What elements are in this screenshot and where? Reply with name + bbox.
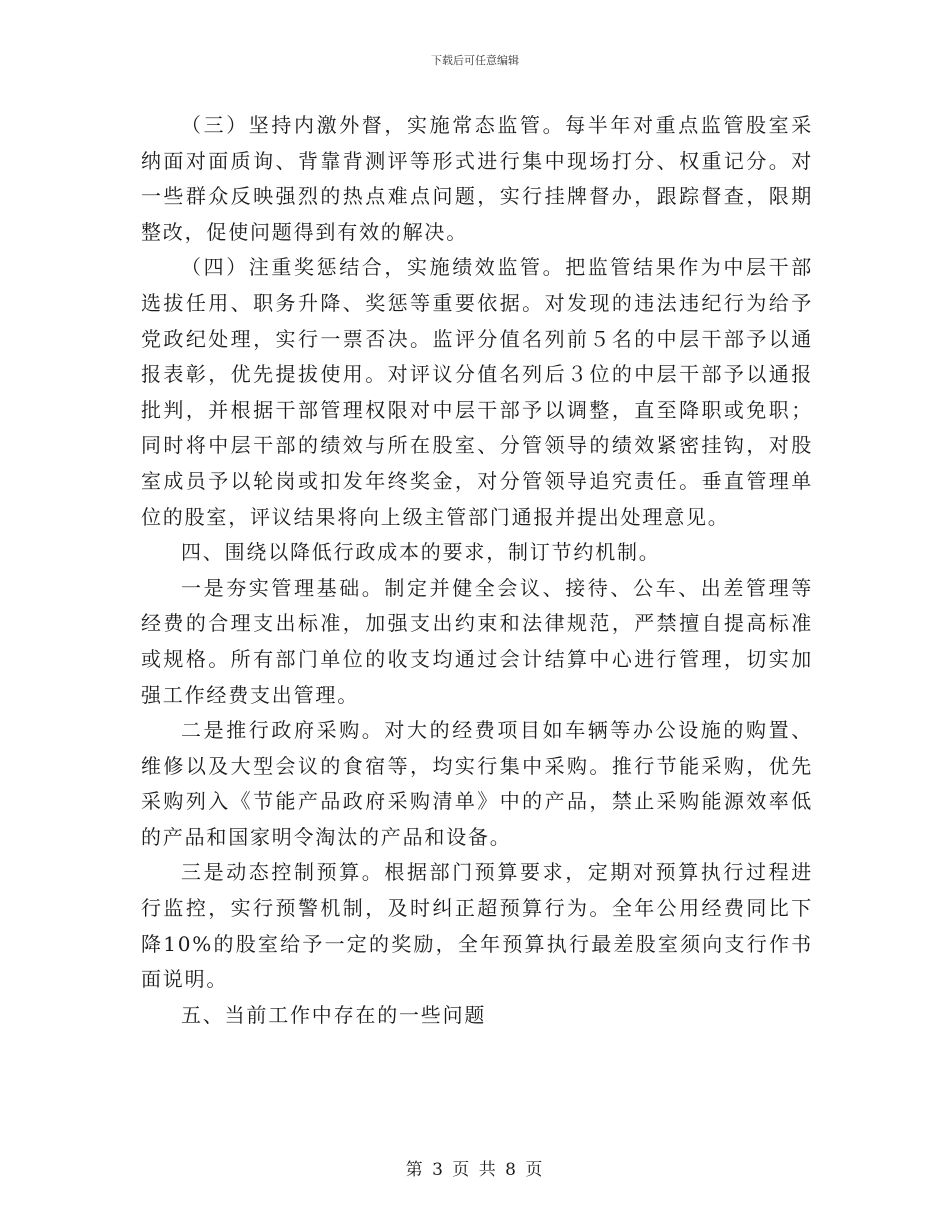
paragraph-supervision-4: （四）注重奖惩结合，实施绩效监管。把监管结果作为中层干部选拔任用、职务升降、奖惩等重要依据。对发现的违法违纪行为给予党政纪处理，实行一票否决。监评分值名列前５名的中层干部予以通报表彰，优先提拔使用。对评议分值名列后３位的中层干部予以通报批判，并根据干部管理权限对中层干部予以调整，直至降职或免职；同时将中层干部的绩效与所在股室、分管领导的绩效紧密挂钩，对股室成员予以轮岗或扣发年终奖金，对分管领导追究责任。垂直管理单位的股室，评议结果将向上级主管部门通报并提出处理意见。 bbox=[141, 255, 813, 529]
page-header: 下载后可任意编辑 bbox=[431, 54, 519, 67]
paragraph-item-2: 二是推行政府采购。对大的经费项目如车辆等办公设施的购置、维修以及大型会议的食宿等，均实行集中采购。推行节能采购，优先采购列入《节能产品政府采购清单》中的产品，禁止采购能源效率低的产品和国家明令淘汰的产品和设备。 bbox=[141, 718, 813, 849]
page-footer: 第 3 页 共 8 页 bbox=[405, 1160, 545, 1180]
section-heading-4: 四、围绕以降低行政成本的要求，制订节约机制。 bbox=[181, 540, 661, 565]
paragraph-supervision-3: （三）坚持内激外督，实施常态监管。每半年对重点监管股室采纳面对面质询、背靠背测评等形式进行集中现场打分、权重记分。对一些群众反映强烈的热点难点问题，实行挂牌督办，跟踪督查，限期整改，促使问题得到有效的解决。 bbox=[141, 113, 813, 244]
paragraph-item-3: 三是动态控制预算。根据部门预算要求，定期对预算执行过程进行监控，实行预警机制，及时纠正超预算行为。全年公用经费同比下降10%的股室给予一定的奖励，全年预算执行最差股室须向支行作书面说明。 bbox=[141, 860, 813, 992]
paragraph-item-1: 一是夯实管理基础。制定并健全会议、接待、公车、出差管理等经费的合理支出标准，加强支出约束和法律规范，严禁擅自提高标准或规格。所有部门单位的收支均通过会计结算中心进行管理，切实加强工作经费支出管理。 bbox=[141, 575, 813, 707]
section-heading-5: 五、当前工作中存在的一些问题 bbox=[181, 1002, 487, 1027]
document-body bbox=[141, 108, 813, 1033]
